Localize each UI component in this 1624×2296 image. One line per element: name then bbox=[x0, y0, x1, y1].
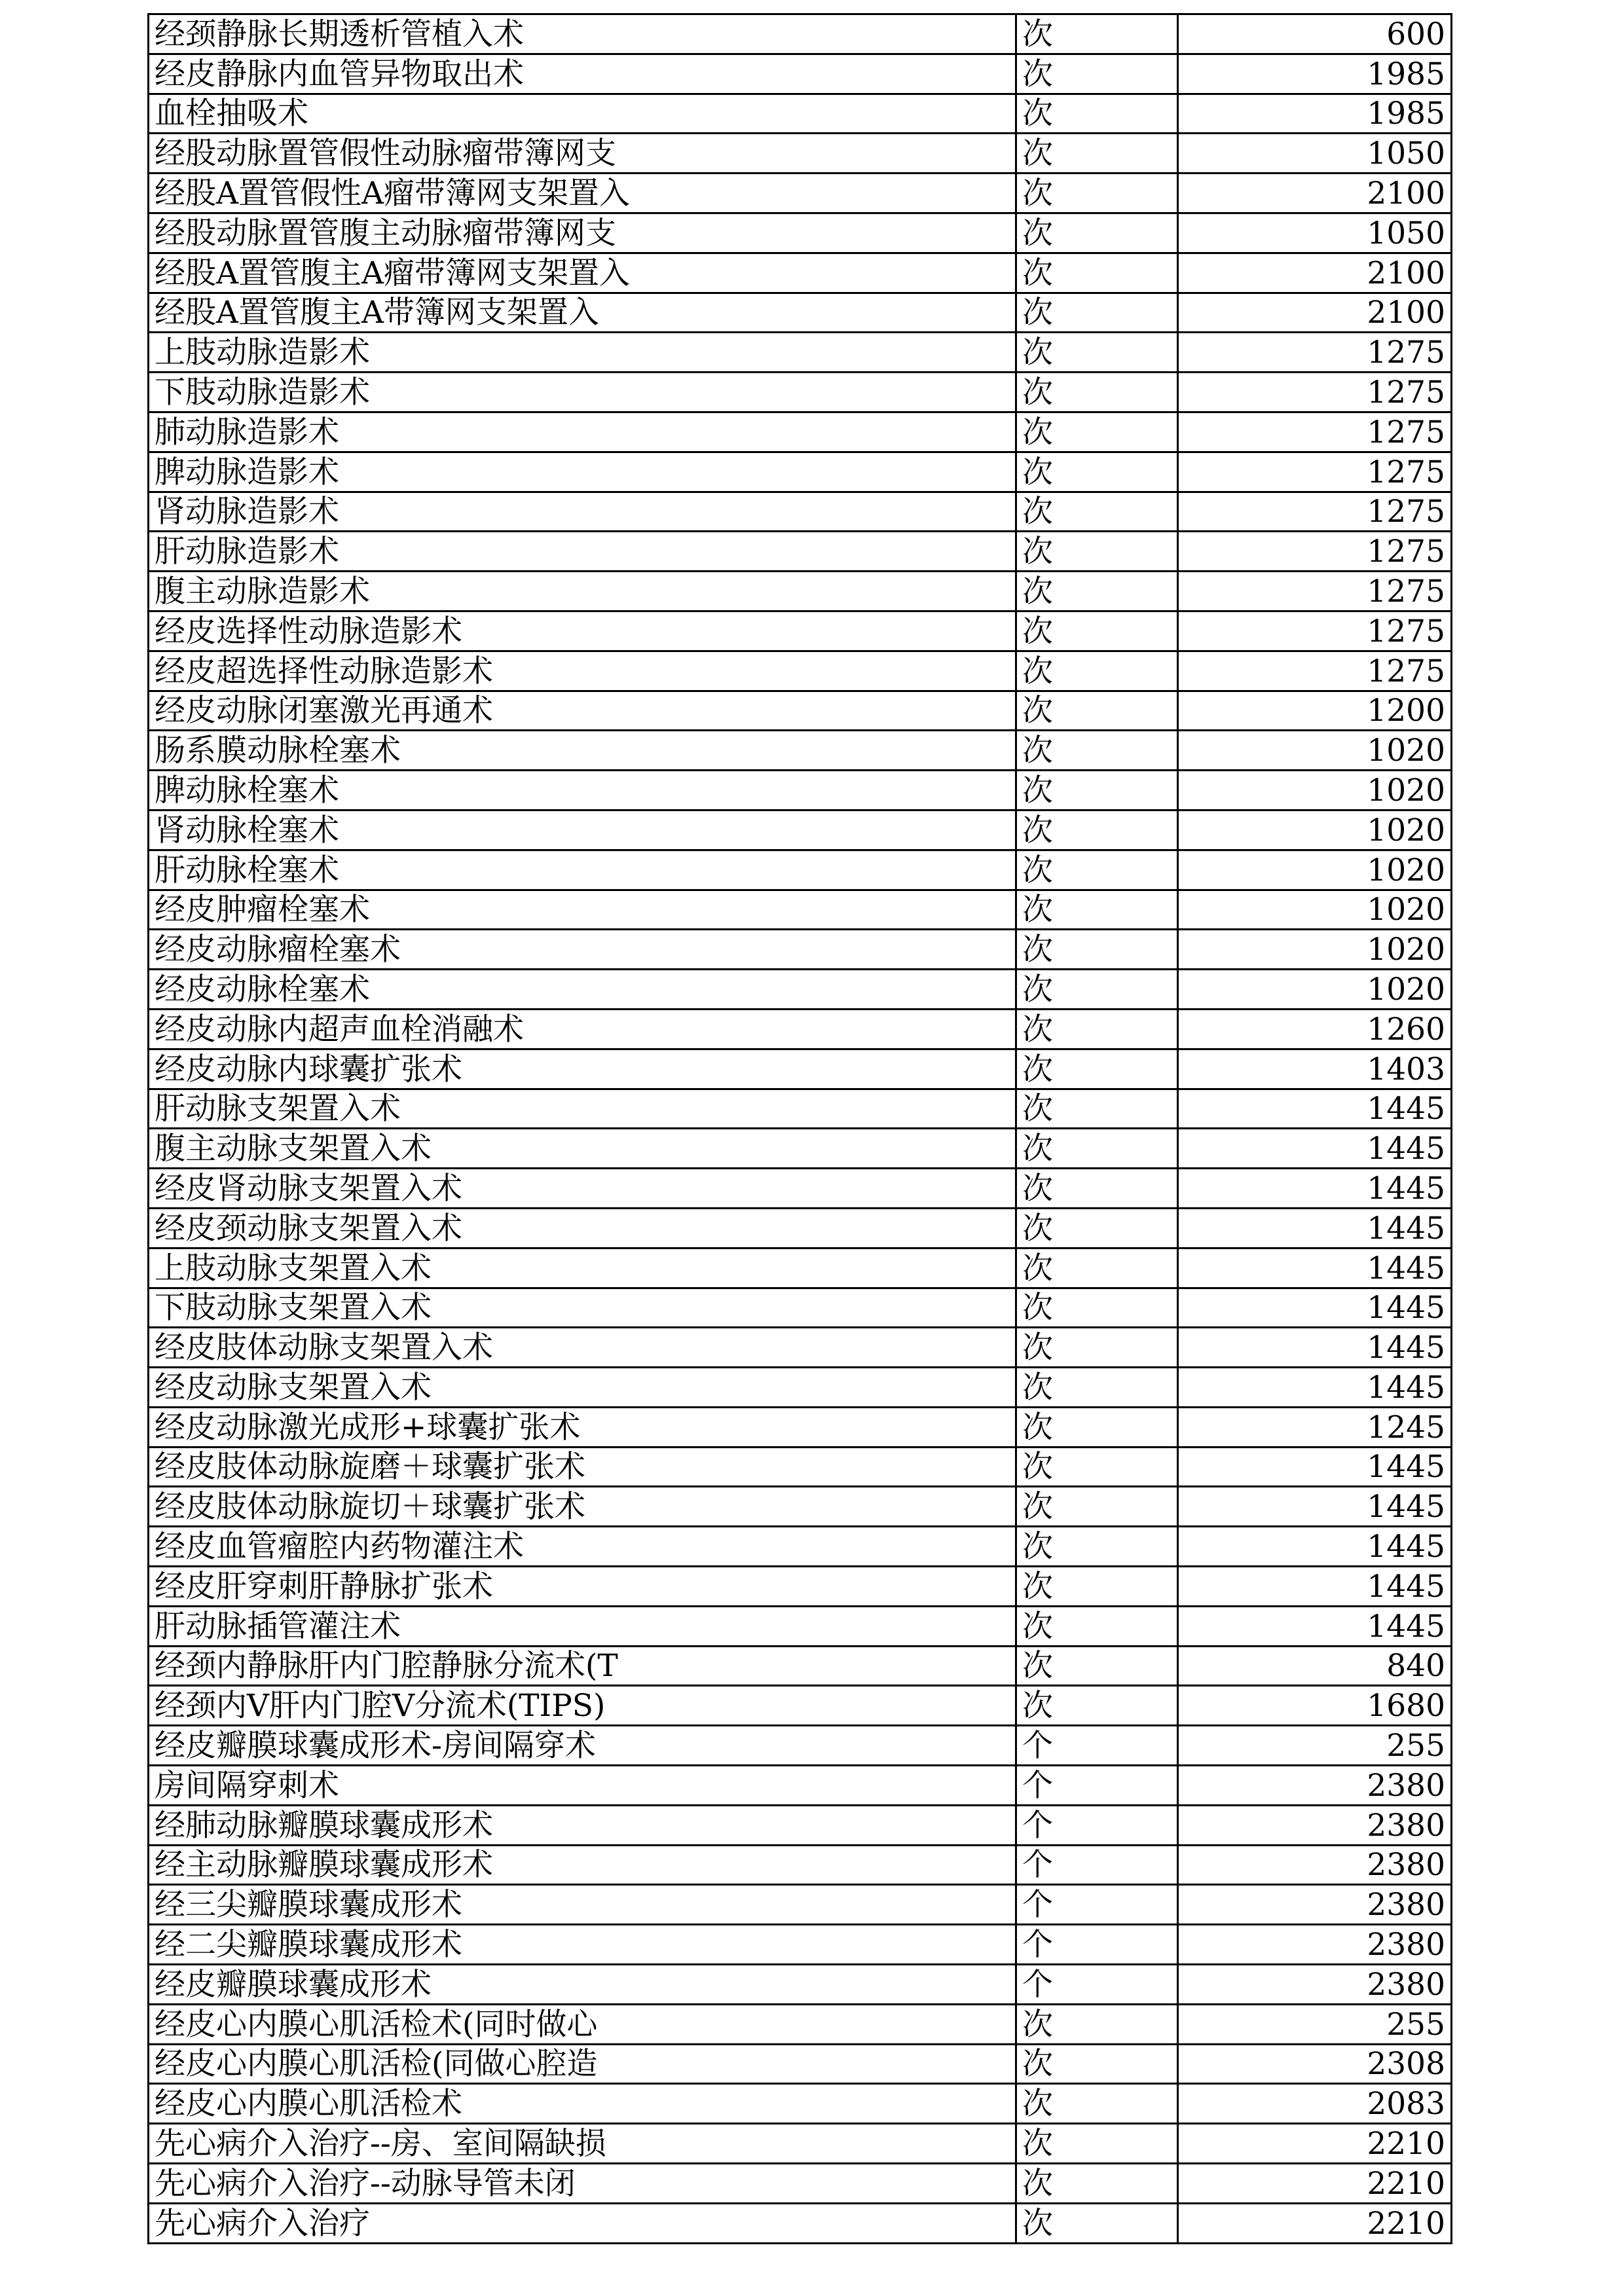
procedure-name-cell: 肾动脉栓塞术 bbox=[149, 810, 1016, 850]
procedure-name-cell: 经皮动脉内超声血栓消融术 bbox=[149, 1009, 1016, 1049]
unit-cell: 次 bbox=[1016, 492, 1178, 532]
table-row bbox=[149, 1089, 1452, 1129]
unit-cell: 次 bbox=[1016, 412, 1178, 452]
price-cell: 2210 bbox=[1178, 2203, 1452, 2243]
procedure-name-cell: 经颈静脉长期透析管植入术 bbox=[149, 14, 1016, 54]
table-row bbox=[149, 1368, 1452, 1408]
table-row bbox=[149, 1009, 1452, 1049]
unit-cell: 次 bbox=[1016, 1686, 1178, 1726]
unit-cell: 次 bbox=[1016, 1129, 1178, 1169]
table-row bbox=[149, 452, 1452, 492]
unit-cell: 个 bbox=[1016, 1726, 1178, 1766]
table-row bbox=[149, 572, 1452, 611]
unit-cell: 次 bbox=[1016, 1487, 1178, 1527]
price-cell: 1445 bbox=[1178, 1169, 1452, 1209]
table-row bbox=[149, 1885, 1452, 1925]
table-row bbox=[149, 1248, 1452, 1288]
procedure-name-cell: 经皮静脉内血管异物取出术 bbox=[149, 54, 1016, 94]
price-cell: 1020 bbox=[1178, 970, 1452, 1010]
table-row bbox=[149, 1129, 1452, 1169]
table-row bbox=[149, 651, 1452, 691]
procedure-name-cell: 经股动脉置管假性动脉瘤带簿网支 bbox=[149, 134, 1016, 173]
procedure-name-cell: 经皮瓣膜球囊成形术 bbox=[149, 1965, 1016, 2005]
procedure-name-cell: 经股A置管腹主A带簿网支架置入 bbox=[149, 293, 1016, 333]
price-cell: 2380 bbox=[1178, 1805, 1452, 1845]
table-row bbox=[149, 532, 1452, 572]
unit-cell: 次 bbox=[1016, 1368, 1178, 1408]
unit-cell: 次 bbox=[1016, 2044, 1178, 2084]
unit-cell: 次 bbox=[1016, 771, 1178, 811]
table-row bbox=[149, 2084, 1452, 2124]
procedure-name-cell: 经股A置管腹主A瘤带簿网支架置入 bbox=[149, 253, 1016, 293]
procedure-name-cell: 经肺动脉瓣膜球囊成形术 bbox=[149, 1805, 1016, 1845]
unit-cell: 次 bbox=[1016, 452, 1178, 492]
procedure-name-cell: 经皮动脉内球囊扩张术 bbox=[149, 1049, 1016, 1089]
table-row bbox=[149, 134, 1452, 173]
procedure-name-cell: 下肢动脉支架置入术 bbox=[149, 1288, 1016, 1328]
price-cell: 2210 bbox=[1178, 2164, 1452, 2204]
procedure-name-cell: 肝动脉造影术 bbox=[149, 532, 1016, 572]
procedure-name-cell: 经皮肢体动脉支架置入术 bbox=[149, 1328, 1016, 1368]
unit-cell: 次 bbox=[1016, 213, 1178, 253]
price-cell: 1275 bbox=[1178, 572, 1452, 611]
unit-cell: 次 bbox=[1016, 1208, 1178, 1248]
procedure-name-cell: 肾动脉造影术 bbox=[149, 492, 1016, 532]
price-cell: 2308 bbox=[1178, 2044, 1452, 2084]
procedure-name-cell: 腹主动脉造影术 bbox=[149, 572, 1016, 611]
price-cell: 840 bbox=[1178, 1646, 1452, 1686]
procedure-name-cell: 先心病介入治疗 bbox=[149, 2203, 1016, 2243]
table-row bbox=[149, 810, 1452, 850]
table-row bbox=[149, 492, 1452, 532]
procedure-name-cell: 经皮心内膜心肌活检(同做心腔造 bbox=[149, 2044, 1016, 2084]
procedure-name-cell: 血栓抽吸术 bbox=[149, 94, 1016, 134]
price-cell: 2380 bbox=[1178, 1766, 1452, 1806]
table-row bbox=[149, 54, 1452, 94]
table-row bbox=[149, 1447, 1452, 1487]
price-cell: 2100 bbox=[1178, 253, 1452, 293]
procedure-name-cell: 先心病介入治疗--房、室间隔缺损 bbox=[149, 2124, 1016, 2164]
price-cell: 1445 bbox=[1178, 1248, 1452, 1288]
price-cell: 1050 bbox=[1178, 213, 1452, 253]
table-row bbox=[149, 1726, 1452, 1766]
table-row bbox=[149, 1049, 1452, 1089]
procedure-name-cell: 经皮动脉栓塞术 bbox=[149, 970, 1016, 1010]
procedure-name-cell: 经皮心内膜心肌活检术(同时做心 bbox=[149, 2004, 1016, 2044]
price-cell: 1275 bbox=[1178, 651, 1452, 691]
table-row bbox=[149, 2044, 1452, 2084]
price-cell: 600 bbox=[1178, 14, 1452, 54]
procedure-name-cell: 经皮肢体动脉旋磨＋球囊扩张术 bbox=[149, 1447, 1016, 1487]
procedure-name-cell: 经股A置管假性A瘤带簿网支架置入 bbox=[149, 173, 1016, 213]
table-row bbox=[149, 970, 1452, 1010]
unit-cell: 次 bbox=[1016, 572, 1178, 611]
table-row bbox=[149, 2203, 1452, 2243]
table-row bbox=[149, 691, 1452, 731]
table-row bbox=[149, 850, 1452, 890]
table-row bbox=[149, 771, 1452, 811]
unit-cell: 次 bbox=[1016, 1009, 1178, 1049]
unit-cell: 个 bbox=[1016, 1925, 1178, 1965]
unit-cell: 个 bbox=[1016, 1885, 1178, 1925]
table-row bbox=[149, 1567, 1452, 1607]
price-cell: 1445 bbox=[1178, 1606, 1452, 1646]
table-row bbox=[149, 1606, 1452, 1646]
price-cell: 1020 bbox=[1178, 930, 1452, 970]
procedure-name-cell: 先心病介入治疗--动脉导管未闭 bbox=[149, 2164, 1016, 2204]
procedure-name-cell: 经皮血管瘤腔内药物灌注术 bbox=[149, 1527, 1016, 1567]
procedure-name-cell: 经颈内V肝内门腔V分流术(TIPS) bbox=[149, 1686, 1016, 1726]
procedure-name-cell: 经皮肢体动脉旋切＋球囊扩张术 bbox=[149, 1487, 1016, 1527]
unit-cell: 次 bbox=[1016, 532, 1178, 572]
table-row bbox=[149, 412, 1452, 452]
table-row bbox=[149, 94, 1452, 134]
unit-cell: 次 bbox=[1016, 1248, 1178, 1288]
procedure-name-cell: 经颈内静脉肝内门腔静脉分流术(T bbox=[149, 1646, 1016, 1686]
procedure-name-cell: 经股动脉置管腹主动脉瘤带簿网支 bbox=[149, 213, 1016, 253]
price-cell: 1403 bbox=[1178, 1049, 1452, 1089]
table-row bbox=[149, 1766, 1452, 1806]
table-row bbox=[149, 1487, 1452, 1527]
procedure-name-cell: 经皮动脉瘤栓塞术 bbox=[149, 930, 1016, 970]
price-cell: 1445 bbox=[1178, 1129, 1452, 1169]
procedure-name-cell: 经皮动脉激光成形+球囊扩张术 bbox=[149, 1407, 1016, 1447]
price-cell: 1050 bbox=[1178, 134, 1452, 173]
unit-cell: 次 bbox=[1016, 890, 1178, 930]
procedure-name-cell: 肝动脉栓塞术 bbox=[149, 850, 1016, 890]
table-row bbox=[149, 1407, 1452, 1447]
unit-cell: 次 bbox=[1016, 731, 1178, 771]
price-cell: 1245 bbox=[1178, 1407, 1452, 1447]
unit-cell: 次 bbox=[1016, 373, 1178, 412]
price-cell: 1445 bbox=[1178, 1208, 1452, 1248]
price-cell: 1200 bbox=[1178, 691, 1452, 731]
table-row bbox=[149, 1527, 1452, 1567]
procedure-name-cell: 经皮动脉支架置入术 bbox=[149, 1368, 1016, 1408]
procedure-name-cell: 脾动脉造影术 bbox=[149, 452, 1016, 492]
table-row bbox=[149, 14, 1452, 54]
unit-cell: 次 bbox=[1016, 1447, 1178, 1487]
price-cell: 1020 bbox=[1178, 771, 1452, 811]
table-row bbox=[149, 293, 1452, 333]
price-cell: 1020 bbox=[1178, 850, 1452, 890]
table-row bbox=[149, 890, 1452, 930]
price-table bbox=[147, 13, 1452, 2244]
unit-cell: 次 bbox=[1016, 1288, 1178, 1328]
price-cell: 1445 bbox=[1178, 1447, 1452, 1487]
table-row bbox=[149, 1845, 1452, 1885]
table-row bbox=[149, 1925, 1452, 1965]
price-cell: 1445 bbox=[1178, 1527, 1452, 1567]
table-row bbox=[149, 2124, 1452, 2164]
unit-cell: 次 bbox=[1016, 173, 1178, 213]
price-cell: 2083 bbox=[1178, 2084, 1452, 2124]
procedure-name-cell: 经皮超选择性动脉造影术 bbox=[149, 651, 1016, 691]
unit-cell: 次 bbox=[1016, 970, 1178, 1010]
procedure-name-cell: 经皮肿瘤栓塞术 bbox=[149, 890, 1016, 930]
price-cell: 1275 bbox=[1178, 492, 1452, 532]
price-cell: 1275 bbox=[1178, 611, 1452, 651]
table-row bbox=[149, 1646, 1452, 1686]
table-row bbox=[149, 173, 1452, 213]
price-cell: 1260 bbox=[1178, 1009, 1452, 1049]
unit-cell: 个 bbox=[1016, 1766, 1178, 1806]
price-cell: 1275 bbox=[1178, 452, 1452, 492]
unit-cell: 次 bbox=[1016, 611, 1178, 651]
procedure-name-cell: 房间隔穿刺术 bbox=[149, 1766, 1016, 1806]
price-cell: 255 bbox=[1178, 1726, 1452, 1766]
price-cell: 1275 bbox=[1178, 412, 1452, 452]
unit-cell: 次 bbox=[1016, 333, 1178, 373]
procedure-name-cell: 经皮动脉闭塞激光再通术 bbox=[149, 691, 1016, 731]
unit-cell: 次 bbox=[1016, 134, 1178, 173]
procedure-name-cell: 肠系膜动脉栓塞术 bbox=[149, 731, 1016, 771]
procedure-name-cell: 经皮肝穿刺肝静脉扩张术 bbox=[149, 1567, 1016, 1607]
unit-cell: 次 bbox=[1016, 1169, 1178, 1209]
price-cell: 1985 bbox=[1178, 94, 1452, 134]
procedure-name-cell: 下肢动脉造影术 bbox=[149, 373, 1016, 412]
price-cell: 1445 bbox=[1178, 1089, 1452, 1129]
price-cell: 1445 bbox=[1178, 1368, 1452, 1408]
unit-cell: 次 bbox=[1016, 2203, 1178, 2243]
unit-cell: 次 bbox=[1016, 810, 1178, 850]
unit-cell: 次 bbox=[1016, 54, 1178, 94]
price-cell: 2100 bbox=[1178, 173, 1452, 213]
unit-cell: 次 bbox=[1016, 293, 1178, 333]
unit-cell: 次 bbox=[1016, 1089, 1178, 1129]
price-cell: 1275 bbox=[1178, 532, 1452, 572]
unit-cell: 次 bbox=[1016, 1606, 1178, 1646]
procedure-name-cell: 上肢动脉支架置入术 bbox=[149, 1248, 1016, 1288]
unit-cell: 个 bbox=[1016, 1845, 1178, 1885]
unit-cell: 次 bbox=[1016, 850, 1178, 890]
price-cell: 1445 bbox=[1178, 1288, 1452, 1328]
table-row bbox=[149, 1965, 1452, 2005]
procedure-name-cell: 经皮瓣膜球囊成形术-房间隔穿术 bbox=[149, 1726, 1016, 1766]
unit-cell: 次 bbox=[1016, 1567, 1178, 1607]
unit-cell: 次 bbox=[1016, 14, 1178, 54]
procedure-name-cell: 经皮颈动脉支架置入术 bbox=[149, 1208, 1016, 1248]
unit-cell: 次 bbox=[1016, 1527, 1178, 1567]
table-row bbox=[149, 333, 1452, 373]
price-cell: 2380 bbox=[1178, 1965, 1452, 2005]
unit-cell: 次 bbox=[1016, 691, 1178, 731]
price-cell: 2380 bbox=[1178, 1925, 1452, 1965]
procedure-name-cell: 经皮心内膜心肌活检术 bbox=[149, 2084, 1016, 2124]
procedure-name-cell: 肺动脉造影术 bbox=[149, 412, 1016, 452]
procedure-name-cell: 经二尖瓣膜球囊成形术 bbox=[149, 1925, 1016, 1965]
table-row bbox=[149, 731, 1452, 771]
table-row bbox=[149, 1169, 1452, 1209]
unit-cell: 次 bbox=[1016, 2084, 1178, 2124]
table-row bbox=[149, 1328, 1452, 1368]
table-row bbox=[149, 253, 1452, 293]
unit-cell: 次 bbox=[1016, 1328, 1178, 1368]
unit-cell: 次 bbox=[1016, 94, 1178, 134]
procedure-name-cell: 肝动脉插管灌注术 bbox=[149, 1606, 1016, 1646]
price-cell: 1020 bbox=[1178, 731, 1452, 771]
price-cell: 1445 bbox=[1178, 1567, 1452, 1607]
procedure-name-cell: 腹主动脉支架置入术 bbox=[149, 1129, 1016, 1169]
unit-cell: 次 bbox=[1016, 1049, 1178, 1089]
procedure-name-cell: 经皮肾动脉支架置入术 bbox=[149, 1169, 1016, 1209]
unit-cell: 次 bbox=[1016, 1407, 1178, 1447]
price-cell: 1275 bbox=[1178, 373, 1452, 412]
table-row bbox=[149, 611, 1452, 651]
price-cell: 2100 bbox=[1178, 293, 1452, 333]
price-table-body bbox=[149, 14, 1452, 2244]
unit-cell: 次 bbox=[1016, 2004, 1178, 2044]
table-row bbox=[149, 2004, 1452, 2044]
price-cell: 2380 bbox=[1178, 1845, 1452, 1885]
price-cell: 2210 bbox=[1178, 2124, 1452, 2164]
table-row bbox=[149, 1288, 1452, 1328]
unit-cell: 次 bbox=[1016, 2164, 1178, 2204]
procedure-name-cell: 经主动脉瓣膜球囊成形术 bbox=[149, 1845, 1016, 1885]
price-cell: 1445 bbox=[1178, 1487, 1452, 1527]
procedure-name-cell: 经皮选择性动脉造影术 bbox=[149, 611, 1016, 651]
table-row bbox=[149, 213, 1452, 253]
table-row bbox=[149, 930, 1452, 970]
price-cell: 1020 bbox=[1178, 890, 1452, 930]
procedure-name-cell: 上肢动脉造影术 bbox=[149, 333, 1016, 373]
unit-cell: 次 bbox=[1016, 1646, 1178, 1686]
procedure-name-cell: 肝动脉支架置入术 bbox=[149, 1089, 1016, 1129]
price-cell: 1985 bbox=[1178, 54, 1452, 94]
unit-cell: 次 bbox=[1016, 930, 1178, 970]
table-row bbox=[149, 1686, 1452, 1726]
table-row bbox=[149, 2164, 1452, 2204]
unit-cell: 次 bbox=[1016, 253, 1178, 293]
price-cell: 2380 bbox=[1178, 1885, 1452, 1925]
price-cell: 1275 bbox=[1178, 333, 1452, 373]
unit-cell: 次 bbox=[1016, 651, 1178, 691]
price-cell: 255 bbox=[1178, 2004, 1452, 2044]
unit-cell: 次 bbox=[1016, 2124, 1178, 2164]
unit-cell: 个 bbox=[1016, 1965, 1178, 2005]
price-cell: 1020 bbox=[1178, 810, 1452, 850]
table-row bbox=[149, 373, 1452, 412]
table-row bbox=[149, 1805, 1452, 1845]
price-cell: 1445 bbox=[1178, 1328, 1452, 1368]
table-row bbox=[149, 1208, 1452, 1248]
unit-cell: 个 bbox=[1016, 1805, 1178, 1845]
price-cell: 1680 bbox=[1178, 1686, 1452, 1726]
procedure-name-cell: 经三尖瓣膜球囊成形术 bbox=[149, 1885, 1016, 1925]
procedure-name-cell: 脾动脉栓塞术 bbox=[149, 771, 1016, 811]
